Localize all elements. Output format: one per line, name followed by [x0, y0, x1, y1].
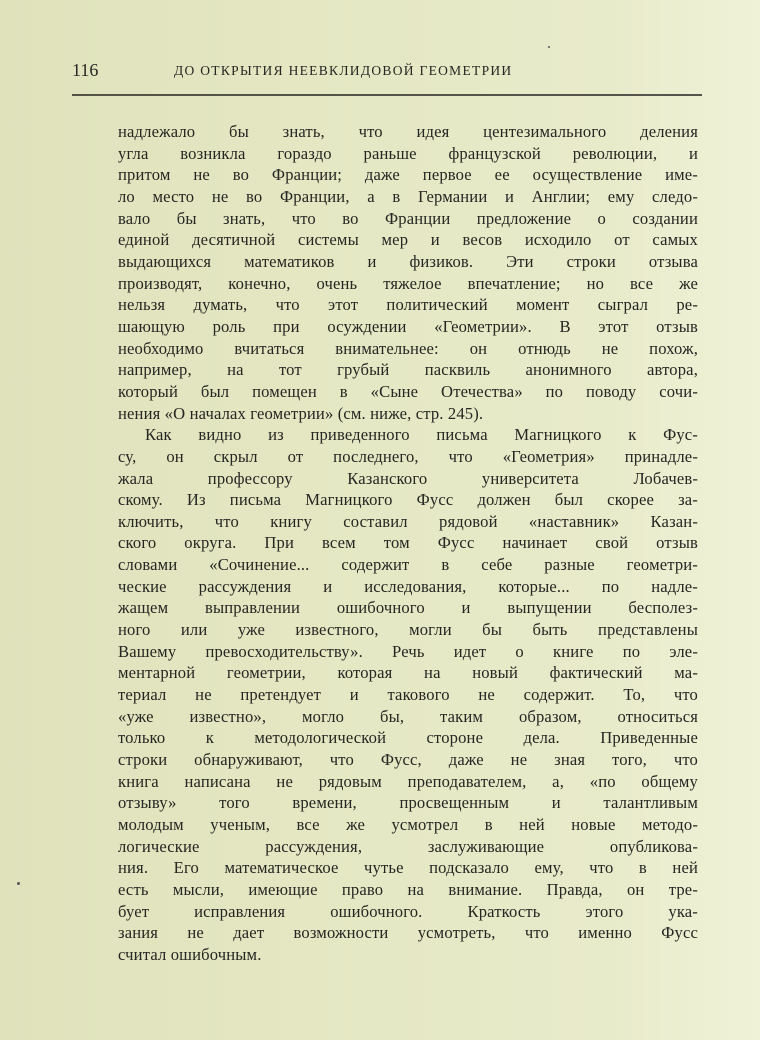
text-line: ского округа. При всем том Фусс начинает свой отзыв — [118, 533, 698, 553]
text-line: зания не дает возможности усмотреть, что именно Фусс — [118, 923, 698, 943]
text-line: отзыву» того времени, просвещенным и талантливым — [118, 793, 698, 813]
text-line: ческие рассуждения и исследования, которые... по надле- — [118, 576, 698, 596]
text-line: производят, конечно, очень тяжелое впечатление; но все же — [118, 273, 698, 293]
text-line: скому. Из письма Магницкого Фусс должен был скорее за- — [118, 490, 698, 510]
text-line: надлежало бы знать, что идея центезимального деления — [118, 122, 698, 141]
text-line: например, на тот грубый пасквиль анонимного автора, — [118, 360, 698, 380]
text-line: ключить, что книгу составил рядовой «наставник» Казан- — [118, 511, 698, 531]
text-line: который был помещен в «Сыне Отечества» по поводу сочи- — [118, 381, 698, 401]
page-number: 116 — [72, 60, 99, 80]
text-line: жащем выправлении ошибочного и выпущении бесполез- — [118, 598, 698, 618]
text-line: нельзя думать, что этот политический момент сыграл ре- — [118, 295, 698, 315]
scan-speck — [17, 882, 20, 885]
text-line: Вашему превосходительству». Речь идет о книге по эле- — [118, 641, 698, 661]
text-line: единой десятичной системы мер и весов исходило от самых — [118, 230, 698, 250]
text-line: необходимо вчитаться внимательнее: он отнюдь не похож, — [118, 338, 698, 358]
scan-speck — [548, 46, 550, 48]
text-line: ного или уже известного, могли бы быть представлены — [118, 620, 698, 640]
text-line: ло место не во Франции, а в Германии и Англии; ему следо- — [118, 186, 698, 206]
text-line: су, он скрыл от последнего, что «Геометрия» принадле- — [118, 446, 698, 466]
text-line: бует исправления ошибочного. Краткость этого ука- — [118, 901, 698, 921]
text-line: жала профессору Казанского университета Лобачев- — [118, 468, 698, 488]
text-line: считал ошибочным. — [118, 944, 262, 964]
text-line: только к методологической стороне дела. Приведенные — [118, 728, 698, 748]
text-line: шающую роль при осуждении «Геометрии». В этот отзыв — [118, 316, 698, 336]
text-line: «уже известно», могло бы, таким образом, относиться — [118, 706, 698, 726]
text-line: выдающихся математиков и физиков. Эти строки отзыва — [118, 251, 698, 271]
header-rule — [72, 94, 702, 96]
text-line: строки обнаруживают, что Фусс, даже не зная того, что — [118, 750, 698, 770]
text-line: ния. Его математическое чутье подсказало ему, что в ней — [118, 858, 698, 878]
text-line: ментарной геометрии, которая на новый фактический ма- — [118, 663, 698, 683]
text-line: словами «Сочинение... содержит в себе разные геометри- — [118, 555, 698, 575]
text-line: книга написана не рядовым преподавателем, а, «по общему — [118, 771, 698, 791]
text-line: териал не претендует и такового не содержит. То, что — [118, 685, 698, 705]
text-line: есть мысли, имеющие право на внимание. Правда, он тре- — [118, 879, 698, 899]
text-line: вало бы знать, что во Франции предложение о создании — [118, 208, 698, 228]
body-text — [118, 121, 698, 966]
text-line: притом не во Франции; даже первое ее осуществление име- — [118, 165, 698, 185]
text-line: нения «О началах геометрии» (см. ниже, стр. 245). — [118, 403, 484, 423]
text-line: логические рассуждения, заслуживающие опубликова- — [118, 836, 698, 856]
text-line: молодым ученым, все же усмотрел в ней новые методо- — [118, 815, 698, 834]
running-title: ДО ОТКРЫТИЯ НЕЕВКЛИДОВОЙ ГЕОМЕТРИИ — [174, 63, 513, 78]
text-line: угла возникла гораздо раньше французской революции, и — [118, 143, 698, 163]
text-line: Как видно из приведенного письма Магницкого к Фус- — [145, 425, 698, 445]
